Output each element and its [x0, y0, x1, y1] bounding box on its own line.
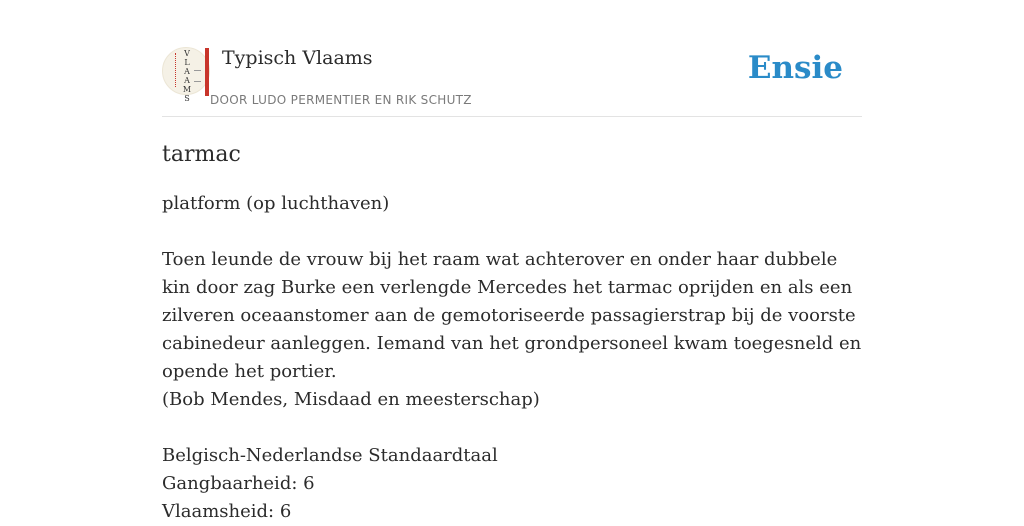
spacer: [162, 414, 862, 442]
spacer: [162, 218, 862, 246]
entry-example: Toen leunde de vrouw bij het raam wat achterover en onder haar dubbele kin door zag Burke een verlengde Mercedes het tarmac oprijden en als een zilveren oceaanstomer aan de gemotoriseerde passagierstrap bij de voorste cabinedeur aanleggen. Iemand van het grondpersoneel kwam toegesneld en opende het portier.: [162, 249, 862, 382]
entry-source: (Bob Mendes, Misdaad en meesterschap): [162, 389, 540, 410]
avatar-accent: [205, 48, 209, 96]
byline: DOOR LUDO PERMENTIER EN RIK SCHUTZ: [210, 93, 472, 107]
header: [162, 46, 862, 117]
entry-definition: platform (op luchthaven): [162, 193, 390, 214]
avatar-logo-lettering: V L A A M S: [182, 49, 192, 103]
entry-frequency: Gangbaarheid: 6: [162, 473, 315, 494]
avatar-decoration: [194, 70, 201, 82]
entry-term: tarmac: [162, 142, 241, 167]
entry-language: Belgisch-Nederlandse Standaardtaal: [162, 445, 498, 466]
avatar[interactable]: [162, 47, 210, 103]
avatar-decoration: [175, 53, 178, 87]
entry-content: [162, 140, 862, 526]
site-title[interactable]: Typisch Vlaams: [222, 47, 373, 69]
entry-flemishness: Vlaamsheid: 6: [162, 501, 292, 522]
brand-logo-link[interactable]: Ensie: [747, 50, 843, 86]
